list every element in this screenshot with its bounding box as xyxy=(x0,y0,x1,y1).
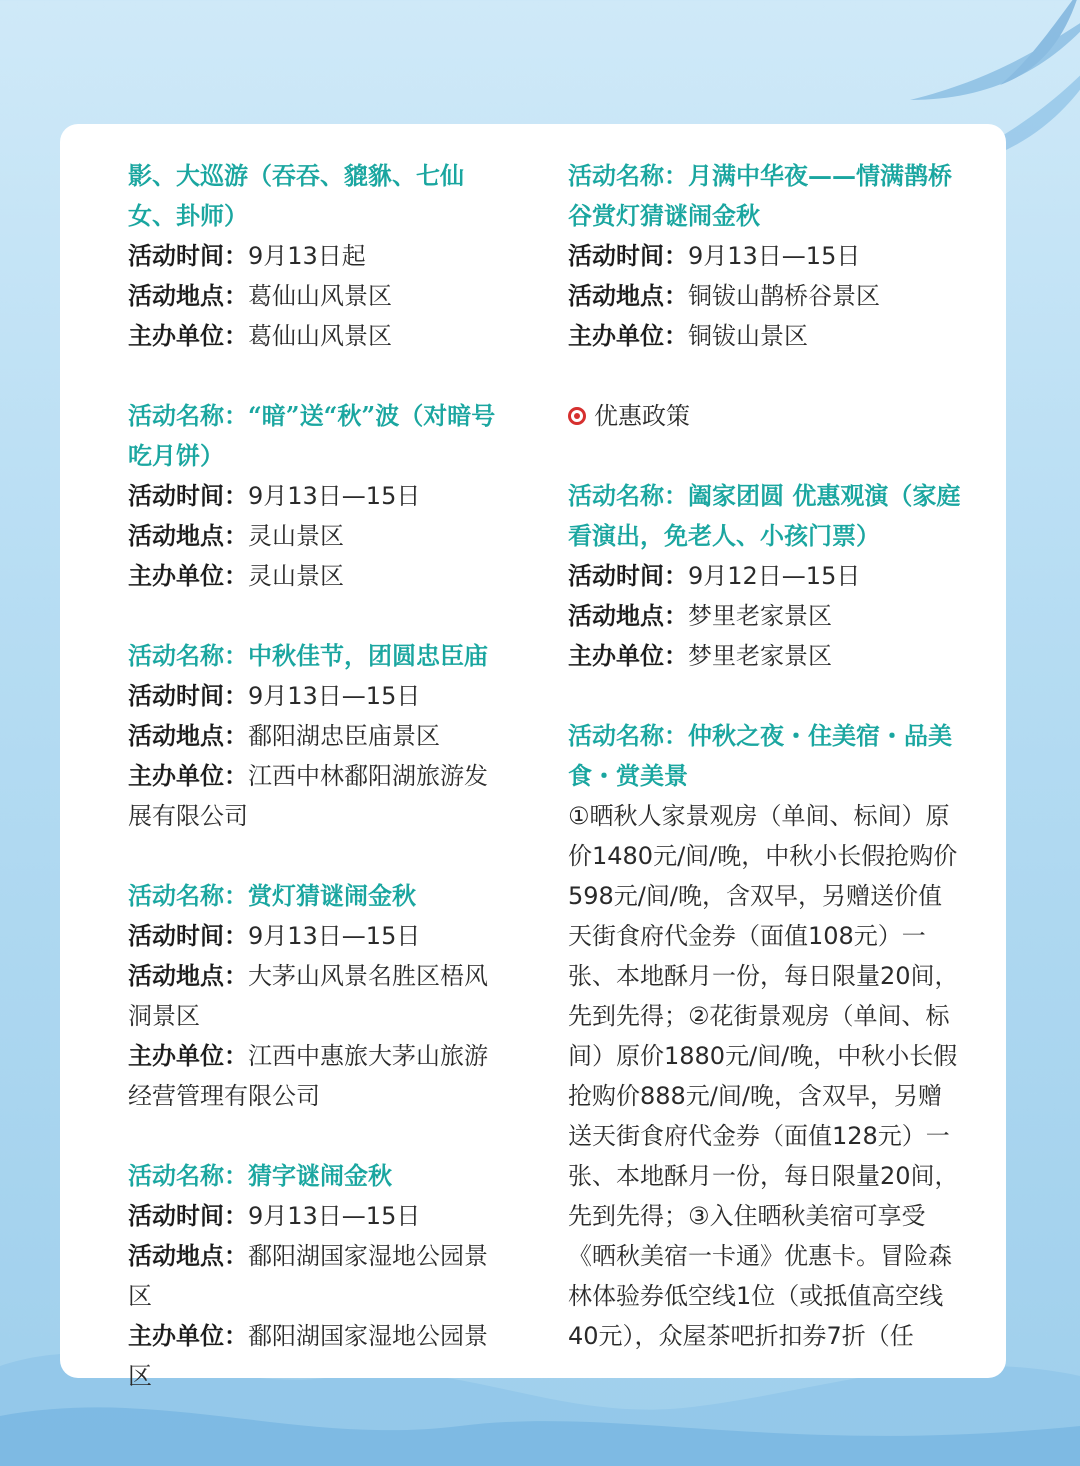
value: 江西中林鄱阳湖旅游发展有限公司 xyxy=(128,762,488,830)
event-title: 影、大巡游（吞吞、貔貅、七仙女、卦师） xyxy=(128,161,464,230)
label: 主办单位： xyxy=(568,642,688,670)
label: 活动地点： xyxy=(128,282,248,310)
value: 鄱阳湖国家湿地公园景区 xyxy=(128,1322,488,1390)
label: 主办单位： xyxy=(128,1322,248,1350)
event-organizer xyxy=(128,1316,508,1396)
event-location xyxy=(128,276,508,316)
event-organizer xyxy=(128,1036,508,1116)
value: 铜钹山鹊桥谷景区 xyxy=(688,282,880,310)
event-block xyxy=(128,396,508,596)
right-column xyxy=(568,156,963,1396)
offer-paragraph: ①晒秋人家景观房（单间、标间）原价1480元/间/晚，中秋小长假抢购价598元/间/晚，含双早，另赠送价值天街食府代金券（面值108元）一张、本地酥月一份，每日限量20间，先到先得；②花街景观房（单间、标间）原价1880元/间/晚，中秋小长假抢购价888元/间/晚，含双早，另赠送天街食府代金券（面值128元）一张、本地酥月一份，每日限量20间，先到先得；③入住晒秋美宿可享受《晒秋美宿一卡通》优惠卡。冒险森林体验券低空线1位（或抵值高空线40元），众屋茶吧折扣券7折（任 xyxy=(568,802,959,1350)
event-time xyxy=(568,556,963,596)
label: 主办单位： xyxy=(568,322,688,350)
value: 9月13日—15日 xyxy=(688,242,861,270)
event-organizer xyxy=(568,636,963,676)
value: 梦里老家景区 xyxy=(688,602,832,630)
label: 主办单位： xyxy=(128,762,248,790)
content-card xyxy=(60,124,1006,1390)
event-block xyxy=(128,636,508,836)
event-block xyxy=(128,1156,508,1396)
event-time xyxy=(128,236,508,276)
event-title: 活动名称：赏灯猜谜闹金秋 xyxy=(128,881,416,910)
event-title: 活动名称：猜字谜闹金秋 xyxy=(128,1161,392,1190)
value: 葛仙山风景区 xyxy=(248,322,392,350)
label: 活动时间： xyxy=(128,242,248,270)
label: 活动时间： xyxy=(128,922,248,950)
label: 活动地点： xyxy=(128,522,248,550)
event-block xyxy=(568,476,963,676)
section-heading-label: 优惠政策 xyxy=(594,402,690,430)
label: 活动地点： xyxy=(128,962,248,990)
event-title: 活动名称：中秋佳节，团圆忠臣庙 xyxy=(128,641,488,670)
event-organizer xyxy=(128,316,508,356)
red-ring-icon xyxy=(568,407,586,425)
label: 主办单位： xyxy=(128,562,248,590)
event-location xyxy=(568,596,963,636)
value: 鄱阳湖国家湿地公园景区 xyxy=(128,1242,488,1310)
section-heading xyxy=(568,396,963,436)
label: 主办单位： xyxy=(128,1042,248,1070)
event-organizer xyxy=(128,756,508,836)
event-block xyxy=(128,876,508,1116)
label: 主办单位： xyxy=(128,322,248,350)
label: 活动时间： xyxy=(128,682,248,710)
event-block xyxy=(128,156,508,356)
value: 9月13日—15日 xyxy=(248,682,421,710)
event-location xyxy=(128,956,508,1036)
event-time xyxy=(128,1196,508,1236)
event-title: 活动名称：阖家团圆 优惠观演（家庭看演出，免老人、小孩门票） xyxy=(568,481,961,550)
event-block xyxy=(568,716,963,1356)
value: 葛仙山风景区 xyxy=(248,282,392,310)
value: 灵山景区 xyxy=(248,562,344,590)
left-column xyxy=(128,156,508,1436)
label: 活动时间： xyxy=(568,242,688,270)
label: 活动时间： xyxy=(128,482,248,510)
event-location xyxy=(128,716,508,756)
event-time xyxy=(128,476,508,516)
label: 活动时间： xyxy=(128,1202,248,1230)
event-title: 活动名称：仲秋之夜・住美宿・品美食・赏美景 xyxy=(568,721,952,790)
event-organizer xyxy=(568,316,963,356)
value: 9月13日—15日 xyxy=(248,1202,421,1230)
value: 大茅山风景名胜区梧风洞景区 xyxy=(128,962,488,1030)
value: 灵山景区 xyxy=(248,522,344,550)
event-block xyxy=(568,156,963,356)
value: 9月13日—15日 xyxy=(248,482,421,510)
event-location xyxy=(128,516,508,556)
value: 鄱阳湖忠臣庙景区 xyxy=(248,722,440,750)
value: 梦里老家景区 xyxy=(688,642,832,670)
label: 活动地点： xyxy=(568,282,688,310)
value: 9月12日—15日 xyxy=(688,562,861,590)
event-organizer xyxy=(128,556,508,596)
event-title: 活动名称：月满中华夜——情满鹊桥谷赏灯猜谜闹金秋 xyxy=(568,161,952,230)
label: 活动地点： xyxy=(128,1242,248,1270)
value: 铜钹山景区 xyxy=(688,322,808,350)
event-time xyxy=(128,916,508,956)
event-time xyxy=(128,676,508,716)
label: 活动时间： xyxy=(568,562,688,590)
label: 活动地点： xyxy=(568,602,688,630)
value: 江西中惠旅大茅山旅游经营管理有限公司 xyxy=(128,1042,488,1110)
event-location xyxy=(568,276,963,316)
event-title: 活动名称：“暗”送“秋”波（对暗号吃月饼） xyxy=(128,401,496,470)
label: 活动地点： xyxy=(128,722,248,750)
value: 9月13日—15日 xyxy=(248,922,421,950)
event-location xyxy=(128,1236,508,1316)
event-time xyxy=(568,236,963,276)
value: 9月13日起 xyxy=(248,242,366,270)
